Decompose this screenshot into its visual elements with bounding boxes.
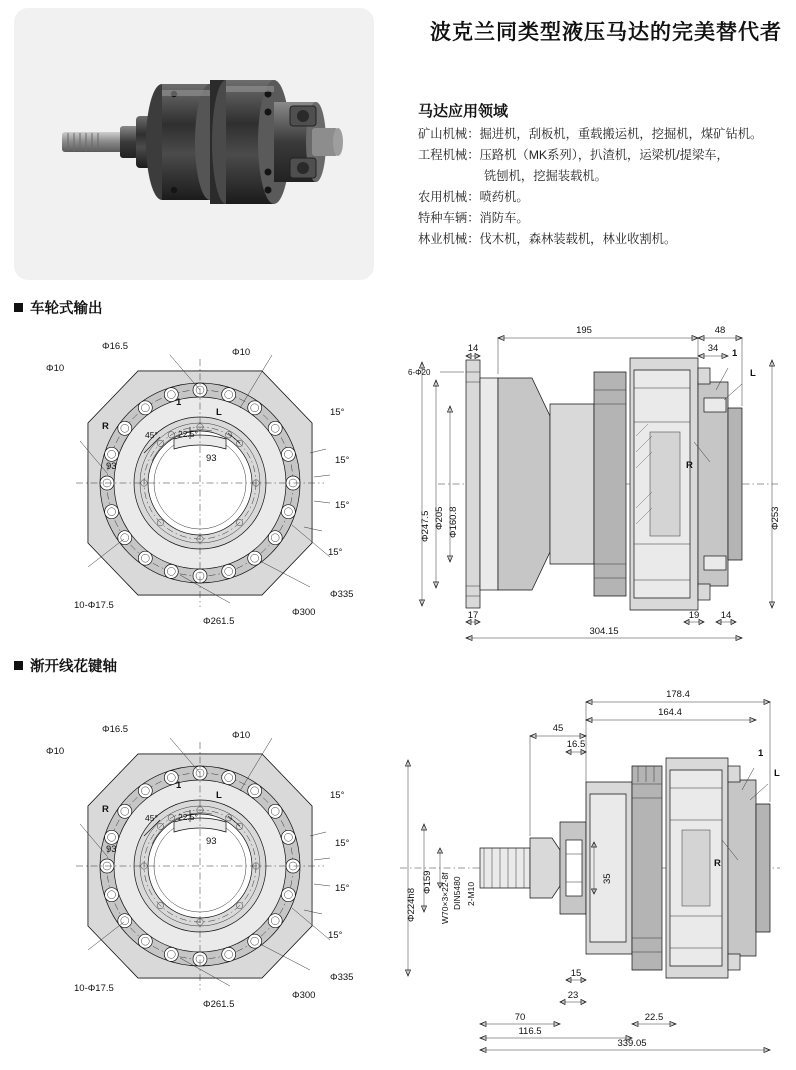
app-text-2: 铣刨机，挖掘装载机。 xyxy=(484,169,607,183)
app-text-5: 伐木机，森林装载机，林业收割机。 xyxy=(479,232,677,246)
dim-178-4: 178.4 xyxy=(666,689,690,700)
label-phi335: Φ335 xyxy=(330,589,354,600)
label2-phi335: Φ335 xyxy=(330,972,354,983)
dim-34: 34 xyxy=(707,343,719,354)
dim-16-5: 16.5 xyxy=(566,739,586,750)
label-phi261-5: Φ261.5 xyxy=(203,616,235,627)
dim-22-5: 22.5 xyxy=(644,1012,664,1023)
section-view-wheel-output xyxy=(398,312,790,642)
label-sec1-mark-R: R xyxy=(686,460,693,471)
app-label-3: 农用机械： xyxy=(418,190,480,204)
section-view-spline-shaft xyxy=(380,672,790,1052)
list-item xyxy=(418,208,788,229)
dim-164-4: 164.4 xyxy=(658,707,682,718)
application-title: 马达应用领域 xyxy=(418,103,509,120)
label2-angle-22-5: 22.5° xyxy=(178,812,198,822)
label-sec2-mark-L: L xyxy=(774,768,780,779)
app-label-5: 林业机械： xyxy=(418,232,480,246)
dim-48: 48 xyxy=(714,325,726,336)
app-label-0: 矿山机械： xyxy=(418,127,480,141)
label-sec1-mark-L: L xyxy=(750,368,756,379)
label-spline-standard: DIN5480 xyxy=(452,876,462,910)
label-phi247-5: Φ247.5 xyxy=(420,510,431,542)
label-mark-R: R xyxy=(102,421,109,432)
app-text-1: 压路机（MK系列），扒渣机，运梁机/提梁车， xyxy=(479,148,729,162)
list-item xyxy=(418,187,788,208)
dim-23: 23 xyxy=(567,990,579,1001)
app-text-0: 掘进机，刮板机，重载搬运机，挖掘机，煤矿钻机。 xyxy=(479,127,763,141)
label-thread-2-m10: 2-M10 xyxy=(466,881,476,906)
label-angle-45: 45° xyxy=(145,430,158,440)
section-1-label: 车轮式输出 xyxy=(30,301,103,317)
label-phi160-8: Φ160.8 xyxy=(448,506,459,538)
label2-15deg-a: 15° xyxy=(330,790,345,801)
dim-total-304: 304.15 xyxy=(589,626,619,637)
product-photo-panel xyxy=(14,8,374,280)
app-text-4: 消防车。 xyxy=(479,211,529,225)
dim-14-bot: 14 xyxy=(720,610,732,621)
label-spline-spec: W70×3×22-8f xyxy=(440,872,450,924)
label-15deg-a: 15° xyxy=(330,407,345,418)
label2-phi16_5: Φ16.5 xyxy=(102,724,129,735)
label-mark-L: L xyxy=(216,407,222,418)
page-headline: 波克兰同类型液压马达的完美替代者 xyxy=(430,21,782,44)
label-phi253: Φ253 xyxy=(770,506,781,530)
application-list xyxy=(418,124,788,250)
label-sec2-mark-R: R xyxy=(714,858,721,869)
dim-45: 45 xyxy=(552,723,564,734)
label2-phi300: Φ300 xyxy=(292,990,316,1001)
label-phi10-right: Φ10 xyxy=(232,347,251,358)
label2-15deg-b: 15° xyxy=(335,838,350,849)
label-10-phi17-5: 10-Φ17.5 xyxy=(74,600,114,611)
label-phi159: Φ159 xyxy=(422,870,433,894)
label-15deg-b: 15° xyxy=(335,455,350,466)
front-view-wheel-output xyxy=(10,335,390,635)
label-phi224h8: Φ224h8 xyxy=(406,888,417,922)
front-view-spline-shaft xyxy=(10,718,390,1018)
dim-116-5: 116.5 xyxy=(518,1026,542,1037)
dim-14-top: 14 xyxy=(467,343,479,354)
list-item xyxy=(418,229,788,250)
list-item xyxy=(418,124,788,145)
label-r93-left: 93 xyxy=(106,461,117,472)
label-phi16_5: Φ16.5 xyxy=(102,341,129,352)
bullet-square-icon xyxy=(14,661,23,670)
label-phi205: Φ205 xyxy=(434,506,445,530)
label2-15deg-d: 15° xyxy=(328,930,343,941)
label2-phi10-right: Φ10 xyxy=(232,730,251,741)
label-phi10-left: Φ10 xyxy=(46,363,65,374)
section-2-label: 渐开线花键轴 xyxy=(30,659,117,675)
label-mark-1: 1 xyxy=(176,397,182,408)
label2-phi261-5: Φ261.5 xyxy=(203,999,235,1010)
label-15deg-d: 15° xyxy=(328,547,343,558)
label-sec2-mark-1: 1 xyxy=(758,748,764,759)
label2-angle-45: 45° xyxy=(145,813,158,823)
label2-mark-L: L xyxy=(216,790,222,801)
dim-70: 70 xyxy=(514,1012,526,1023)
bullet-square-icon xyxy=(14,303,23,312)
dim-total-339: 339.05 xyxy=(617,1038,647,1049)
app-text-3: 喷药机。 xyxy=(479,190,529,204)
label-35: 35 xyxy=(602,873,613,884)
section-title-spline-shaft xyxy=(14,655,117,676)
label2-15deg-c: 15° xyxy=(335,883,350,894)
label2-10-phi17-5: 10-Φ17.5 xyxy=(74,983,114,994)
section-title-wheel-output xyxy=(14,297,103,318)
label-angle-22-5: 22.5° xyxy=(178,429,198,439)
label2-phi10-left: Φ10 xyxy=(46,746,65,757)
hydraulic-motor-photo xyxy=(54,46,344,241)
dim-15: 15 xyxy=(570,968,582,979)
list-item xyxy=(418,145,788,166)
label2-r93-right: 93 xyxy=(206,836,217,847)
label-r93-right: 93 xyxy=(206,453,217,464)
label-sec1-mark-1: 1 xyxy=(732,348,738,359)
dim-195: 195 xyxy=(576,325,592,336)
dim-17: 17 xyxy=(467,610,479,621)
list-item xyxy=(418,166,788,187)
dim-19: 19 xyxy=(688,610,700,621)
label2-mark-1: 1 xyxy=(176,780,182,791)
app-label-4: 特种车辆： xyxy=(418,211,480,225)
label2-mark-R: R xyxy=(102,804,109,815)
label-phi300: Φ300 xyxy=(292,607,316,618)
app-label-1: 工程机械： xyxy=(418,148,480,162)
label-15deg-c: 15° xyxy=(335,500,350,511)
label2-r93-left: 93 xyxy=(106,844,117,855)
label-6-phi20: 6-Φ20 xyxy=(408,368,431,377)
